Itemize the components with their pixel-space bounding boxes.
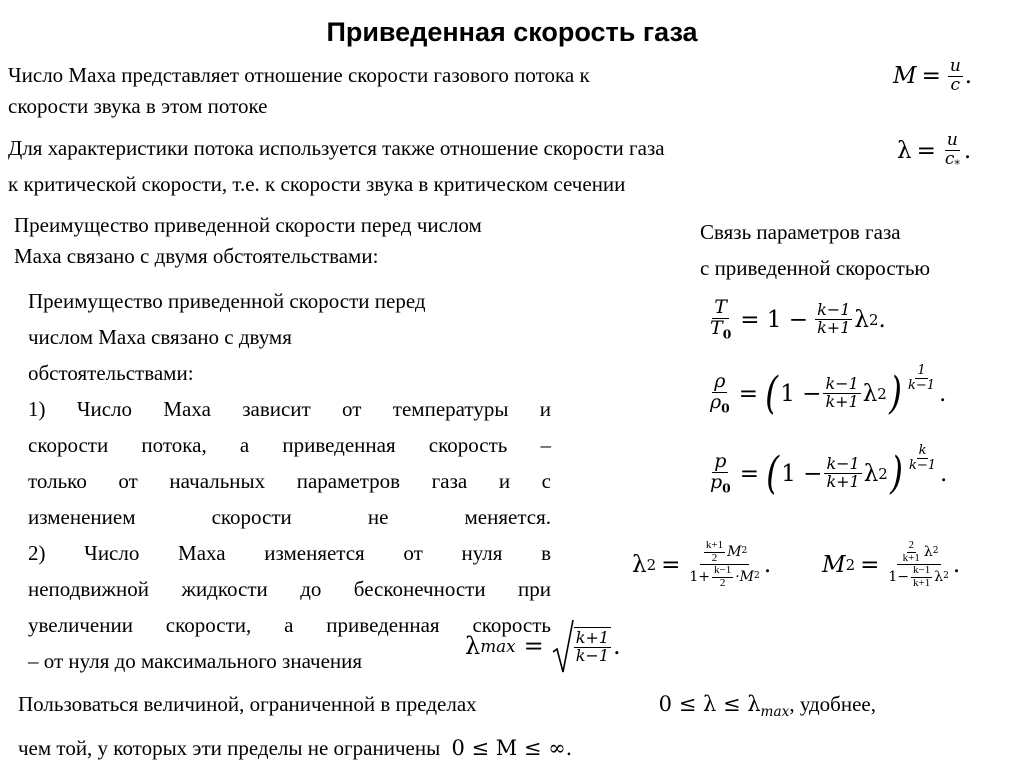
lambda-squared-formula: λ 2 = $\frac{k+1}{2}$ M 2 1+ $\frac{k-1}{2}$ ·M 2 . [632, 539, 772, 589]
page-title: Приведенная скорость газа [326, 17, 698, 47]
list-item-1: 1) Число Маха зависит от температуры и скорости потока, а приведенная скорость – только от начальных параметров газа и с изменением скорости не меняется. [28, 397, 551, 529]
advantage-text: Преимущество приведенной скорости перед числом Маха связано с двумя обстоятельствами: [14, 213, 482, 268]
square-root-icon [552, 618, 574, 674]
conclusion-text: Пользоваться величиной, ограниченной в пределах $0 \le \lambda \le \lambda_{max}$, удобнее, чем той, у которых эти пределы не ограничены 0 ≤ M ≤ ∞. [18, 692, 876, 760]
pressure-ratio-formula: $\frac{p}{p_0}$ = ( 1 − $\frac{k-1}{k+1}$ λ 2 ) $\frac{k}{k-1}$ . [710, 443, 948, 499]
density-ratio-formula: $\frac{\rho}{\rho_0}$ = ( 1 − $\frac{k-1}{k+1}$ λ 2 ) $\frac{1}{k-1}$ . [710, 363, 947, 419]
list-item-2: 2) Число Маха изменяется от нуля в неподвижной жидкости до бесконечности при увеличении скорости, а приведенная скорость – от нуля до максимального значения [28, 541, 551, 673]
reduced-velocity-formula: λ = $\frac{u}{c_*}$ . [897, 130, 972, 171]
temperature-ratio-formula: $\frac{T}{T_0}$ = 1 − $\frac{k-1}{k+1}$ λ 2 . [710, 296, 886, 342]
relation-heading: Связь параметров газа с приведенной скоростью [700, 220, 931, 280]
reduced-velocity-definition-text: Для характеристики потока используется также отношение скорости газа к критической скорости, т.е. к скорости звука в критическом сечении [8, 136, 665, 196]
lambda-max-formula: λ max = $\frac{k+1}{k-1}$ . [465, 618, 621, 674]
mach-squared-formula: M 2 = $\frac{2}{k+1}$ λ 2 1− $\frac{k-1}{k+1}$ λ 2 . [822, 539, 961, 589]
advantage-list: Преимущество приведенной скорости перед числом Маха связано с двумя обстоятельствами: 1) Число Маха зависит от температуры и скорости потока, а приведенная скорость – только от начальных параметров газа и с изменением скорости не меняется. 2) Число Маха изменяется от нуля в неподвижной жидкости до бесконечности при увеличении скорости, а приведенная скорость – от нуля до максимального значения [28, 283, 551, 679]
mach-definition-text: Число Маха представляет отношение скорости газового потока к скорости звука в этом потоке [8, 63, 590, 118]
mach-formula: M = $\frac{u}{c}$ . [893, 56, 973, 95]
